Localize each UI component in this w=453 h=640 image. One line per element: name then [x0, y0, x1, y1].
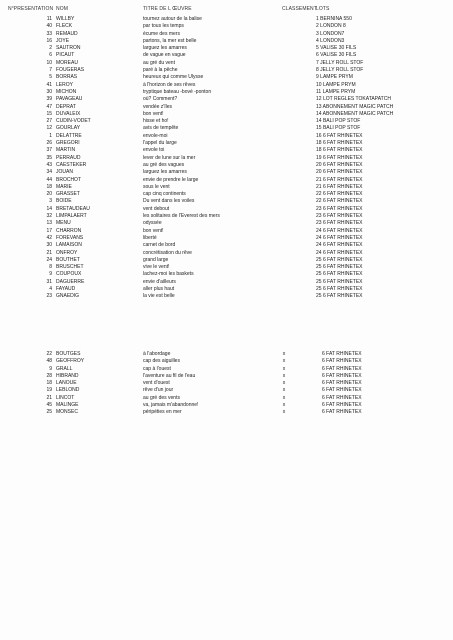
- work-title: l'appel du large: [143, 140, 177, 147]
- presentation-number: 12: [46, 125, 52, 132]
- table-row: [0, 293, 453, 300]
- prize-lot: 21 6 FAT RHINETEX: [316, 183, 363, 190]
- prize-lot: 14 BALI POP STOF: [316, 118, 361, 125]
- table-row: [0, 162, 453, 169]
- work-title: bon vent!: [143, 110, 164, 117]
- presentation-number: 32: [46, 213, 52, 220]
- table-row: [0, 118, 453, 125]
- presentation-number: 30: [46, 88, 52, 95]
- table-row: [0, 358, 453, 365]
- table-row: [0, 140, 453, 147]
- participant-name: HIBRAND: [56, 372, 79, 379]
- work-title: carnet de bord: [143, 242, 176, 249]
- work-title: tournez autour de la balise: [143, 16, 202, 22]
- participant-name: BOUTHET: [56, 256, 80, 263]
- work-title: cap des aiguilles: [143, 358, 180, 365]
- prize-lot: 25 6 FAT RHINETEX: [316, 285, 363, 292]
- table-row: [0, 89, 453, 96]
- table-row: [0, 228, 453, 235]
- presentation-number: 6: [49, 52, 52, 59]
- prize-lot: 25 6 FAT RHINETEX: [316, 264, 363, 271]
- prize-lot: 6 VALISE 30 FILS: [316, 52, 357, 59]
- table-row: [0, 104, 453, 111]
- participant-name: BRETAUDEAU: [56, 205, 90, 212]
- header-work-title: TITRE DE L ŒUVRE: [143, 6, 192, 12]
- prize-lot: 18 6 FAT RHINETEX: [316, 140, 363, 147]
- participant-name: GNAEDIG: [56, 293, 80, 300]
- prize-lot: 24 6 FAT RHINETEX: [316, 249, 363, 256]
- participant-name: LANOUE: [56, 380, 77, 387]
- presentation-number: 20: [46, 191, 52, 198]
- prize-lot: 22 6 FAT RHINETEX: [316, 198, 363, 205]
- presentation-number: 43: [46, 161, 52, 168]
- table-row: [0, 147, 453, 154]
- table-row: [0, 96, 453, 103]
- presentation-number: 16: [46, 37, 52, 44]
- presentation-number: 9: [49, 365, 52, 372]
- presentation-number: 25: [46, 409, 52, 416]
- presentation-number: 27: [46, 118, 52, 125]
- work-title: l'aventure au fil de l'eau: [143, 372, 196, 379]
- presentation-number: 21: [46, 249, 52, 256]
- table-row: [0, 220, 453, 227]
- participant-name: LINCOT: [56, 394, 75, 401]
- work-title: liberté: [143, 234, 157, 241]
- work-title: heureux qui comme Ulysse: [143, 74, 204, 81]
- presentation-number: 14: [46, 205, 52, 212]
- table-row: [0, 409, 453, 416]
- presentation-number: 3: [49, 198, 52, 205]
- work-title: la vie est belle: [143, 293, 175, 300]
- presentation-number: 17: [46, 227, 52, 234]
- participant-name: BRUSCHET: [56, 264, 84, 271]
- table-row: [0, 279, 453, 286]
- participant-name: BROCHOT: [56, 176, 81, 183]
- table-row: [0, 133, 453, 140]
- table-row: [0, 111, 453, 118]
- participant-name: LAMAISON: [56, 242, 82, 249]
- header-presentation-number: N°PRESENTATION: [8, 6, 54, 12]
- participant-name: MOREAU: [56, 59, 78, 66]
- presentation-number: 23: [46, 293, 52, 300]
- presentation-number: 15: [46, 110, 52, 117]
- table-row: [0, 286, 453, 293]
- table-row: [0, 125, 453, 132]
- participant-name: BOIDE: [56, 198, 72, 205]
- presentation-number: 35: [46, 154, 52, 161]
- ranking-mark: x: [282, 358, 286, 365]
- table-row: [0, 271, 453, 278]
- work-title: concrétisation du rêve: [143, 249, 192, 256]
- participant-name: FOREVANS: [56, 234, 84, 241]
- presentation-number: 42: [46, 234, 52, 241]
- presentation-number: 5: [49, 74, 52, 81]
- work-title: envie de prendre le large: [143, 176, 199, 183]
- table-row: [0, 16, 453, 23]
- presentation-number: 2: [49, 45, 52, 52]
- table-row: [0, 184, 453, 191]
- work-title: vent d'ouest: [143, 380, 170, 387]
- prize-lot: 6 FAT RHINETEX: [322, 387, 362, 394]
- table-row: [0, 242, 453, 249]
- table-row: [0, 235, 453, 242]
- participant-name: CAESTEKER: [56, 161, 87, 168]
- participant-name: MARIE: [56, 183, 72, 190]
- participant-name: PAVAGEAU: [56, 96, 83, 103]
- prize-lot: 25 6 FAT RHINETEX: [316, 293, 363, 300]
- participant-name: FAYAUD: [56, 285, 76, 292]
- work-title: les solitaires de l'Everest des mers: [143, 213, 220, 220]
- prize-lot: 4 LONDON3: [316, 37, 345, 44]
- presentation-number: 41: [46, 81, 52, 88]
- prize-lot: 7 JELLY ROLL STOF: [316, 59, 364, 66]
- prize-lot: 25 6 FAT RHINETEX: [316, 256, 363, 263]
- participant-name: PERRAUD: [56, 154, 81, 161]
- prize-lot: 25 6 FAT RHINETEX: [316, 271, 363, 278]
- participant-name: MONSEC: [56, 409, 78, 416]
- prize-lot: 12 LOT REGLES TOKATAPATCH: [316, 96, 391, 103]
- ranking-mark: x: [282, 365, 286, 372]
- work-title: sous le vent: [143, 183, 170, 190]
- ranking-mark: x: [282, 394, 286, 401]
- prize-lot: 15 BALI POP STOF: [316, 125, 361, 132]
- table-row: [0, 74, 453, 81]
- participant-name: LEROY: [56, 81, 73, 88]
- table-row: [0, 82, 453, 89]
- presentation-number: 18: [46, 380, 52, 387]
- table-row: [0, 169, 453, 176]
- table-row: [0, 67, 453, 74]
- participant-name: SAUTRON: [56, 45, 81, 52]
- participant-name: CHARRON: [56, 227, 82, 234]
- prize-lot: 6 FAT RHINETEX: [322, 372, 362, 379]
- table-row: [0, 155, 453, 162]
- participant-name: BORRAS: [56, 74, 78, 81]
- presentation-number: 11: [46, 16, 52, 22]
- presentation-number: 8: [49, 264, 52, 271]
- work-title: vendée z'îles: [143, 103, 173, 110]
- ranking-mark: x: [282, 409, 286, 416]
- table-row: [0, 351, 453, 358]
- presentation-number: 47: [46, 103, 52, 110]
- table-row: [0, 31, 453, 38]
- prize-lot: 25 6 FAT RHINETEX: [316, 278, 363, 285]
- participant-name: LEBLOND: [56, 387, 80, 394]
- table-row: [0, 45, 453, 52]
- prize-lot: 24 6 FAT RHINETEX: [316, 227, 363, 234]
- prize-lot: 6 FAT RHINETEX: [322, 394, 362, 401]
- presentation-number: 22: [46, 351, 52, 357]
- table-row: [0, 387, 453, 394]
- table-row: [0, 206, 453, 213]
- prize-lot: 3 LONDON7: [316, 30, 345, 37]
- work-title: vive le vent!: [143, 264, 170, 271]
- presentation-number: 28: [46, 372, 52, 379]
- header-ranking: CLASSEMENT: [282, 6, 317, 12]
- table-row: [0, 402, 453, 409]
- work-title: vent debout: [143, 205, 170, 212]
- presentation-number: 7: [49, 67, 52, 74]
- prize-lot: 18 6 FAT RHINETEX: [316, 147, 363, 154]
- participant-name: JOYE: [56, 37, 70, 44]
- prize-lot: 5 VALISE 30 FILS: [316, 45, 357, 52]
- participant-name: FOUGERAS: [56, 67, 85, 74]
- prize-lot: 20 6 FAT RHINETEX: [316, 161, 363, 168]
- table-row: [0, 213, 453, 220]
- prize-lot: 23 6 FAT RHINETEX: [316, 205, 363, 212]
- work-title: où? Comment?: [143, 96, 178, 103]
- participant-name: WILLBY: [56, 16, 75, 22]
- participant-name: DUVALEIX: [56, 110, 81, 117]
- participant-name: GREGORI: [56, 140, 80, 147]
- participant-name: COUPOUX: [56, 271, 82, 278]
- ranked-list: [0, 16, 453, 301]
- participant-name: REMAUD: [56, 30, 78, 37]
- participant-name: LIMPALAERT: [56, 213, 87, 220]
- header-prizes: LOTS: [316, 6, 330, 12]
- presentation-number: 21: [46, 394, 52, 401]
- presentation-number: 18: [46, 183, 52, 190]
- table-row: [0, 380, 453, 387]
- work-title: par tous les temps: [143, 23, 184, 30]
- prize-lot: 9 LAMPE PRYM: [316, 74, 353, 81]
- table-row: [0, 52, 453, 59]
- table-row: [0, 395, 453, 402]
- participant-name: DELATTRE: [56, 132, 82, 139]
- work-title: Du vent dans les voiles: [143, 198, 195, 205]
- participant-name: MICHON: [56, 88, 77, 95]
- work-title: au gré des vagues: [143, 161, 185, 168]
- prize-lot: 6 FAT RHINETEX: [322, 380, 362, 387]
- participant-name: CUDIN-VODET: [56, 118, 91, 125]
- work-title: au gré du vent: [143, 59, 175, 66]
- prize-lot: 2 LONDON 8: [316, 23, 346, 30]
- table-header: [0, 6, 453, 14]
- presentation-number: 33: [46, 30, 52, 37]
- table-row: [0, 366, 453, 373]
- presentation-number: 24: [46, 256, 52, 263]
- work-title: avis de tempête: [143, 125, 179, 132]
- work-title: tryptique bateau -bové -ponton: [143, 88, 212, 95]
- ranking-mark: x: [282, 402, 286, 409]
- table-row: [0, 191, 453, 198]
- work-title: paré à la pêche: [143, 67, 178, 74]
- table-row: [0, 23, 453, 30]
- participant-name: DEPRAT: [56, 103, 76, 110]
- ranking-mark: x: [282, 372, 286, 379]
- prize-lot: 6 FAT RHINETEX: [322, 409, 362, 416]
- table-row: [0, 177, 453, 184]
- presentation-number: 13: [46, 220, 52, 227]
- table-row: [0, 38, 453, 45]
- work-title: grand large: [143, 256, 169, 263]
- table-row: [0, 257, 453, 264]
- work-title: aller plus haut: [143, 285, 175, 292]
- work-title: bon vent!: [143, 227, 164, 234]
- table-row: [0, 250, 453, 257]
- participant-name: PICAUT: [56, 52, 75, 59]
- participant-name: GEOFFROY: [56, 358, 85, 365]
- work-title: lachez-moi les baskets: [143, 271, 194, 278]
- presentation-number: 39: [46, 96, 52, 103]
- presentation-number: 4: [49, 285, 52, 292]
- presentation-number: 37: [46, 147, 52, 154]
- prize-lot: 24 6 FAT RHINETEX: [316, 234, 363, 241]
- participant-name: JOUAN: [56, 169, 73, 176]
- participant-name: MALINGE: [56, 402, 79, 409]
- prize-lot: 23 6 FAT RHINETEX: [316, 220, 363, 227]
- work-title: cap cinq continents: [143, 191, 186, 198]
- table-row: [0, 373, 453, 380]
- prize-lot: 10 LAMPE PRYM: [316, 81, 356, 88]
- ranking-mark: x: [282, 351, 286, 357]
- table-row: [0, 198, 453, 205]
- prize-lot: 21 6 FAT RHINETEX: [316, 176, 363, 183]
- work-title: à l'horizon de ses rêves: [143, 81, 196, 88]
- work-title: envie d'ailleurs: [143, 278, 176, 285]
- prize-lot: 20 6 FAT RHINETEX: [316, 169, 363, 176]
- prize-lot: 13 ABONNEMENT MAGIC PATCH: [316, 103, 394, 110]
- work-title: va, jamais m'abandonne!: [143, 402, 199, 409]
- participant-name: GRASSET: [56, 191, 80, 198]
- unranked-list: [0, 351, 453, 417]
- prize-lot: 1 BERNINA 550: [316, 16, 352, 22]
- participant-name: MARTIN: [56, 147, 76, 154]
- prize-lot: 19 6 FAT RHINETEX: [316, 154, 363, 161]
- prize-lot: 11 LAMPE PRYM: [316, 88, 356, 95]
- ranking-mark: x: [282, 380, 286, 387]
- participant-name: GOURLAY: [56, 125, 81, 132]
- prize-lot: 24 6 FAT RHINETEX: [316, 242, 363, 249]
- work-title: envole-moi: [143, 132, 168, 139]
- work-title: rêve d'un jour: [143, 387, 174, 394]
- prize-lot: 6 FAT RHINETEX: [322, 365, 362, 372]
- presentation-number: 26: [46, 140, 52, 147]
- participant-name: DAGUERRE: [56, 278, 85, 285]
- table-row: [0, 60, 453, 67]
- participant-name: ONFROY: [56, 249, 78, 256]
- work-title: cap à l'ouest: [143, 365, 171, 372]
- prize-lot: 8 JELLY ROLL STOF: [316, 67, 364, 74]
- prize-lot: 6 FAT RHINETEX: [322, 358, 362, 365]
- work-title: écume des mers: [143, 30, 180, 37]
- presentation-number: 10: [46, 59, 52, 66]
- participant-name: MENU: [56, 220, 71, 227]
- prize-lot: 6 FAT RHINETEX: [322, 351, 362, 357]
- presentation-number: 48: [46, 358, 52, 365]
- work-title: de vague en vague: [143, 52, 186, 59]
- work-title: lever de lune sur la mer: [143, 154, 196, 161]
- work-title: au gré des vents: [143, 394, 180, 401]
- prize-lot: 23 6 FAT RHINETEX: [316, 213, 363, 220]
- header-name: NOM: [56, 6, 68, 12]
- prize-lot: 6 FAT RHINETEX: [322, 402, 362, 409]
- work-title: larguez les amarres: [143, 45, 187, 52]
- prize-lot: 22 6 FAT RHINETEX: [316, 191, 363, 198]
- presentation-number: 1: [49, 132, 52, 139]
- presentation-number: 30: [46, 242, 52, 249]
- work-title: envole toi: [143, 147, 165, 154]
- presentation-number: 19: [46, 387, 52, 394]
- ranking-mark: x: [282, 387, 286, 394]
- participant-name: BOUTGES: [56, 351, 81, 357]
- prize-lot: 16 6 FAT RHINETEX: [316, 132, 363, 139]
- work-title: hisse et ho!: [143, 118, 169, 125]
- work-title: odyssée: [143, 220, 162, 227]
- work-title: larguez les amarres: [143, 169, 187, 176]
- presentation-number: 45: [46, 402, 52, 409]
- prize-lot: 14 ABONNEMENT MAGIC PATCH: [316, 110, 394, 117]
- work-title: péripéties en mer: [143, 409, 182, 416]
- participant-name: GRALL: [56, 365, 73, 372]
- participant-name: FLECK: [56, 23, 73, 30]
- presentation-number: 40: [46, 23, 52, 30]
- work-title: partons, la mer est belle: [143, 37, 197, 44]
- table-row: [0, 264, 453, 271]
- presentation-number: 31: [46, 278, 52, 285]
- work-title: à l'abordage: [143, 351, 171, 357]
- presentation-number: 34: [46, 169, 52, 176]
- presentation-number: 9: [49, 271, 52, 278]
- presentation-number: 44: [46, 176, 52, 183]
